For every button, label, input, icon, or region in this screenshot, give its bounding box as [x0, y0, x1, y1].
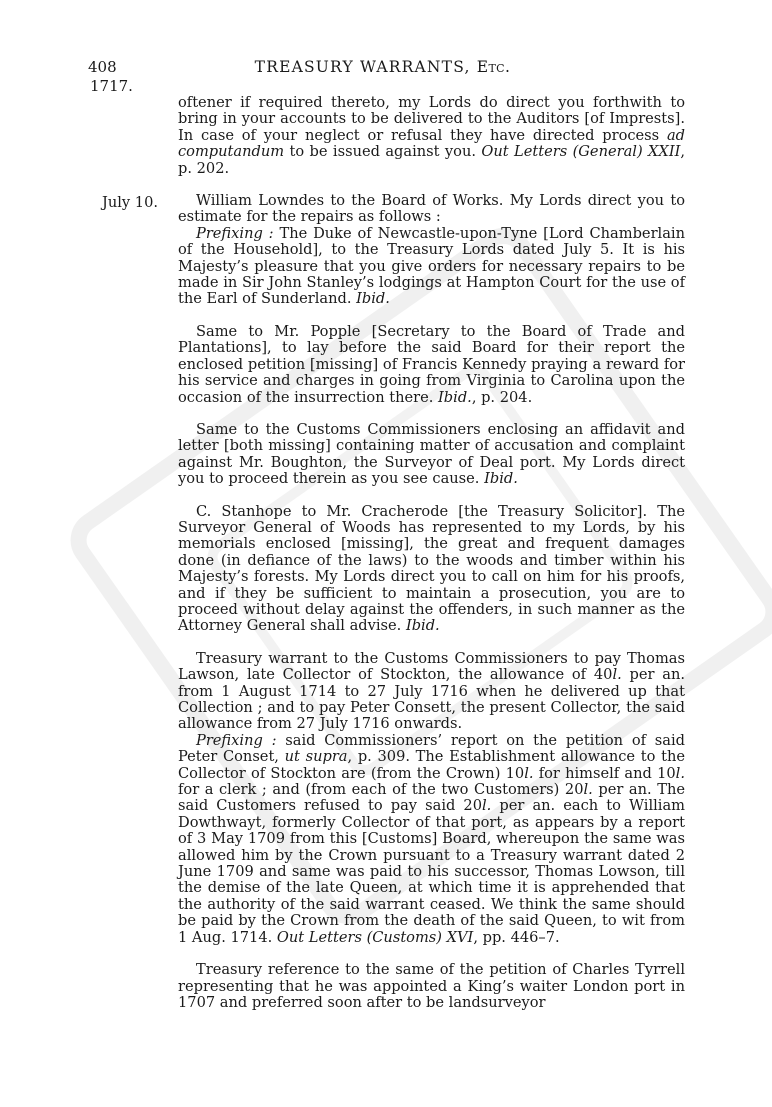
- paragraph: [178, 504, 685, 635]
- text-run: oftener if required thereto, my Lords do direct you forthwith to bring in your accounts to be delivered to the Auditors [of Imprests]. In case of your neglect or refusal they have directed process: [178, 94, 685, 144]
- text-run: , p. 309. The Establishment allowance to the Collector of Stockton are (from the Crown) 10: [178, 748, 685, 782]
- text-run: for himself and 10: [533, 764, 676, 782]
- header-etc: Etc.: [476, 58, 511, 76]
- text-run: for a clerk ; and (from each of the two Customers) 20: [178, 781, 584, 799]
- italic-text: l.: [482, 797, 492, 815]
- text-run: per an. each to William Dowthwayt, formerly Collector of that port, as appears by a report of 3 May 1709 from this [Customs] Board, whereupon the same was allowed him by the Crown pursuant to a Treasury warrant dated 2 June 1709 and same was paid to his successor, Thomas Lowson, till the demise of the late Queen, at which time it is apprehended that the authority of the said warrant ceased. We think the same should be paid by the Crown from the death of the said Queen, to wit from 1 Aug. 1714.: [178, 797, 685, 946]
- text-run: C. Stanhope to Mr. Cracherode [the Treasury Solicitor]. The Surveyor General of Woods has represented to my Lords, by his memorials enclosed [missing], the great and frequent damages done (in defiance of the laws) to the woods and timber within his Majesty’s forests. My Lords direct you to call on him for his proofs, and if they be sufficient to maintain a prosecution, you are to proceed without delay against the offenders, in such manner as the Attorney General shall advise.: [178, 502, 685, 635]
- italic-text: Out Letters (General) XXII: [481, 143, 681, 161]
- paragraph: [178, 651, 685, 733]
- italic-text: l.: [675, 764, 685, 782]
- paragraph: [178, 962, 685, 1011]
- italic-text: Ibid.: [484, 470, 518, 488]
- italic-text: ad computandum: [178, 126, 685, 161]
- italic-text: Prefixing :: [196, 731, 277, 749]
- page-number: 408: [88, 58, 117, 76]
- italic-text: l.: [583, 781, 593, 799]
- header-title: TREASURY WARRANTS,: [254, 58, 471, 76]
- text-run: said Commissioners’ report on the petition of said Peter Conset,: [178, 731, 685, 766]
- text-run: William Lowndes to the Board of Works. My Lords direct you to estimate for the repairs as follows :: [178, 192, 685, 226]
- text-run: to be issued against you.: [284, 143, 482, 161]
- italic-text: ut supra: [284, 748, 348, 766]
- paragraph: [178, 193, 685, 226]
- text-run: per an. The said Customers refused to pay said 20: [178, 781, 685, 815]
- italic-text: Prefixing :: [196, 224, 274, 242]
- paragraph: [178, 226, 685, 308]
- text-run: Same to Mr. Popple [Secretary to the Board of Trade and Plantations], to lay before the said Board for their report the enclosed petition [missing] of Francis Kennedy praying a reward for his service and charges in going from Virginia to Carolina upon the occasion of the insurrection there.: [178, 322, 685, 406]
- text-run: , p. 202.: [178, 143, 685, 177]
- text-run: , p. 204.: [471, 388, 533, 406]
- margin-date: July 10.: [102, 194, 159, 211]
- text-run: Treasury warrant to the Customs Commissioners to pay Thomas Lawson, late Collector of Stockton, the allowance of 40: [178, 649, 685, 684]
- italic-text: Ibid.: [438, 388, 472, 406]
- text-run: per an. from 1 August 1714 to 27 July 1716 when he delivered up that Collection ; and to pay Peter Consett, the present Collector, the said allowance from 27 July 1716 onwards.: [178, 666, 685, 733]
- text-run: The Duke of Newcastle-upon-Tyne [Lord Chamberlain of the Household], to the Treasury Lords dated July 5. It is his Majesty’s pleasure that you give orders for necessary repairs to be made in Sir John Stanley’s lodgings at Hampton Court for the use of the Earl of Sunderland.: [178, 224, 685, 308]
- italic-text: Ibid.: [405, 617, 440, 635]
- italic-text: l.: [524, 764, 534, 782]
- paragraph: [178, 733, 685, 946]
- document-body: [178, 95, 685, 1011]
- text-run: Treasury reference to the same of the petition of Charles Tyrrell representing that he was appointed a King’s waiter London port in 1707 and preferred soon after to be landsurveyor: [178, 961, 685, 1011]
- paragraph: [178, 422, 685, 488]
- paragraph: [178, 324, 685, 406]
- italic-text: Out Letters (Customs) XVI: [276, 928, 474, 946]
- text-run: , pp. 446–7.: [473, 928, 560, 946]
- margin-year: 1717.: [90, 77, 133, 95]
- italic-text: l.: [612, 666, 622, 684]
- running-header: [185, 58, 580, 76]
- italic-text: Ibid.: [356, 290, 390, 308]
- text-run: Same to the Customs Commissioners enclosing an affidavit and letter [both missing] containing matter of accusation and complaint against Mr. Boughton, the Surveyor of Deal port. My Lords direct you to proceed therein as you see cause.: [178, 420, 685, 488]
- paragraph: [178, 95, 685, 177]
